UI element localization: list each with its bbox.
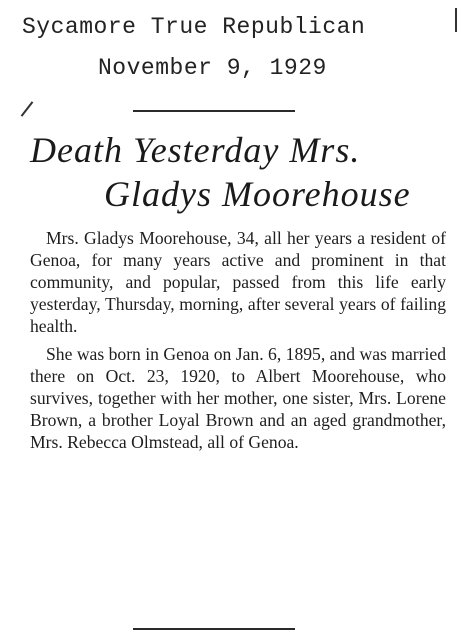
margin-mark	[455, 8, 457, 32]
bottom-divider	[133, 628, 295, 630]
headline-line-1: Death Yesterday Mrs.	[30, 130, 361, 170]
article-paragraph-1: Mrs. Gladys Moorehouse, 34, all her years a resident of Genoa, for many years active and prominent in that community, and popular, passed from this life early yesterday, Thursday, morning, after several years of failing health.	[30, 228, 446, 336]
date-label: November 9, 1929	[98, 55, 327, 81]
masthead-label: Sycamore True Republican	[22, 14, 366, 40]
pen-tick-mark	[21, 101, 34, 116]
headline-line-2: Gladys Moorehouse	[104, 174, 411, 214]
top-divider	[133, 110, 295, 112]
article-body	[30, 227, 446, 453]
article-paragraph-2: She was born in Genoa on Jan. 6, 1895, and was married there on Oct. 23, 1920, to Albert Moorehouse, who survives, together with her mother, one sister, Mrs. Lorene Brown, a brother Loyal Brown and an aged grandmother, Mrs. Rebecca Olmstead, all of Genoa.	[30, 344, 446, 452]
